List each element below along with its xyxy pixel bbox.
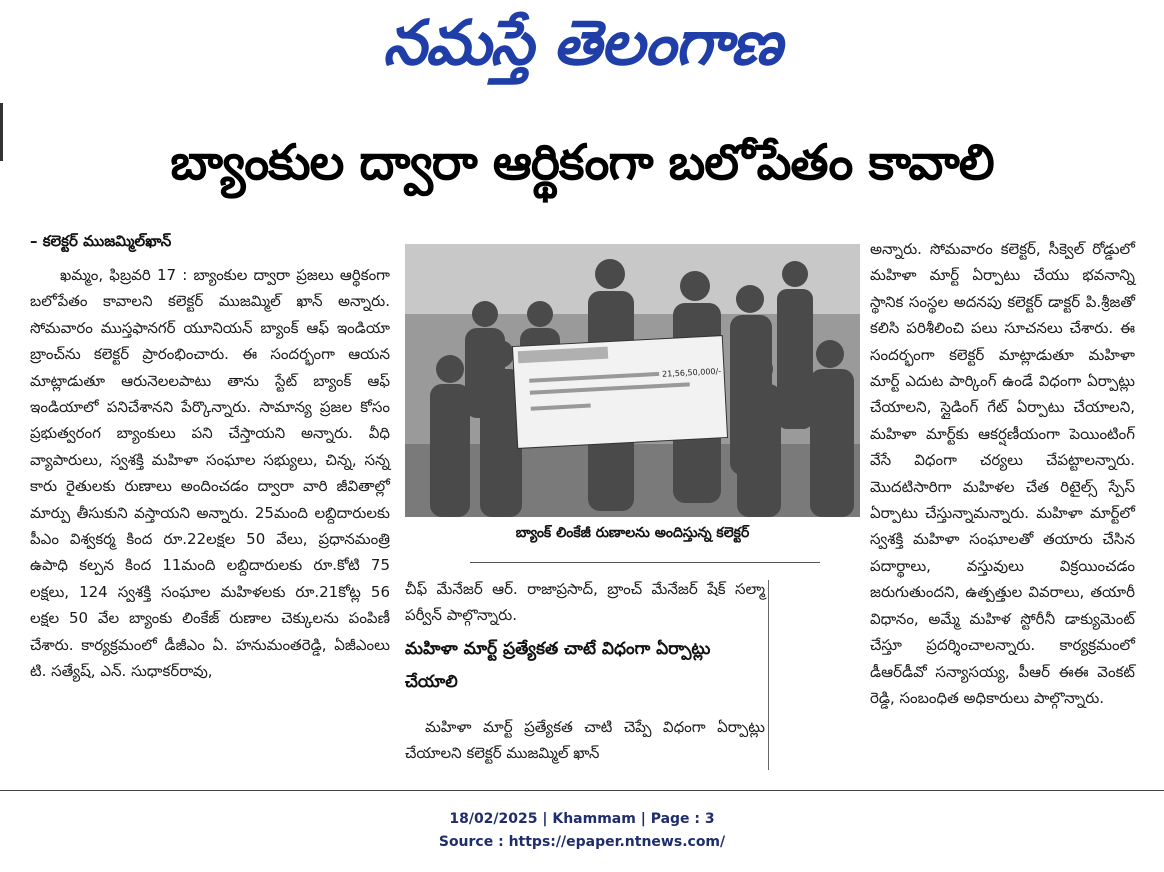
article-paragraph: ఖమ్మం, ఫిబ్రవరి 17 : బ్యాంకుల ద్వారా ప్రజలు ఆర్థికంగా బలోపేతం కావాలని కలెక్టర్ ముజమ్మిల్ ఖాన్ అన్నారు. సోమవారం ముస్తఫానగర్ యూనియన్ బ్యాంక్ ఆఫ్ ఇండియా బ్రాంచ్‌ను కలెక్టర్ ప్రారంభించారు. ఈ సందర్భంగా ఆయన మాట్లాడుతూ ఆరునెలలపాటు తాను స్టేట్ బ్యాంక్ ఆఫ్ ఇండియాలో పనిచేశానని పేర్కొన్నారు. సామాన్య ప్రజల కోసం ప్రభుత్వరంగ బ్యాంకులు పని చేస్తాయని అన్నారు. వీధి వ్యాపారులు, స్వశక్తి మహిళా సంఘాల సభ్యులు, చిన్న, సన్న కారు రైతులకు రుణాలు అందించడం ద్వారా వారి జీవితాల్లో మార్పు తీసుకుని వస్తాయని అన్నారు. 25మంది లబ్దిదారులకు పీఎం విశ్వకర్మ కింద రూ.22లక్షల 50 వేలు, ప్రధానమంత్రి ఉపాధి కల్పన కింద 11మంది లబ్దిదారులకు రూ.కోటి 75 లక్షలు, 124 స్వశక్తి సంఘాల మహిళలకు రూ.21కోట్ల 56 లక్షల 50 వేల బ్యాంకు లింకేజ్ రుణాల చెక్కులను పంపిణీ చేశారు. కార్యక్రమంలో డీజీఎం ఏ. హనుమంతరెడ్డి, ఏజీఎంలు టి. సత్యేష్, ఎన్. సుధాకర్‌రావు, xyxy=(30,266,390,681)
article-paragraph: అన్నారు. సోమవారం కలెక్టర్, సీక్వెల్ రోడ్డులో మహిళా మార్ట్ ఏర్పాటు చేయు భవనాన్ని స్థానిక సంస్థల అదనపు కలెక్టర్ డాక్టర్ పి.శ్రీజతో కలిసి పరిశీలించి పలు సూచనలు చేశారు. ఈ సందర్భంగా కలెక్టర్ మాట్లాడుతూ మహిళా మార్ట్ ఎదుట పార్కింగ్ ఉండే విధంగా ఏర్పాట్లు చేయాలని, స్లైడింగ్ గేట్ ఏర్పాటు చేయాలని, మహిళా మార్ట్‌కు ఆకర్షణీయంగా పెయింటింగ్ వేసే విధంగా చర్యలు చేపట్టాలన్నారు. మొదటిసారిగా మహిళల చేత రిటైల్స్ స్పేస్ ఏర్పాటు చేస్తున్నామన్నారు. మహిళా మార్ట్‌లో స్వశక్తి మహిళా సంఘాలతో తయారు చేసిన పదార్థాలు, వస్తువులు విక్రయించడం జరుగుతుందని, ఉత్పత్తుల వివరాలు, తయారీ విధానం, అమ్మే మహిళ స్టోరీనీ డాక్యుమెంట్ చేస్తూ ప్రదర్శించాలన్నారు. కార్యక్రమంలో డీఆర్‌డీవో సన్యాసయ్య, పీఆర్ ఈఈ వెంకట్ రెడ్డి, సంబంధిత అధికారులు పాల్గొన్నారు. xyxy=(870,240,1135,707)
masthead-logo: నమస్తే తెలంగాణ xyxy=(382,6,782,79)
article-paragraph: చీఫ్ మేనేజర్ ఆర్. రాజాప్రసాద్, బ్రాంచ్ మేనేజర్ షేక్ సల్మా పర్వీన్ పాల్గొన్నారు. xyxy=(405,580,765,625)
photo-illustration xyxy=(405,244,860,517)
footer-date-edition: 18/02/2025 | Khammam | Page : 3 xyxy=(449,811,715,827)
caption-divider xyxy=(470,562,820,563)
article-column-3 xyxy=(870,236,1135,711)
footer-source-link[interactable]: Source : https://epaper.ntnews.com/ xyxy=(438,834,726,850)
headline: బ్యాంకుల ద్వారా ఆర్థికంగా బలోపేతం కావాలి xyxy=(170,134,994,191)
column-divider xyxy=(768,580,769,770)
article-column-1 xyxy=(30,262,390,685)
article-paragraph: మహిళా మార్ట్ ప్రత్యేకత చాటి చెప్పే విధంగా ఏర్పాట్లు చేయాలని కలెక్టర్ ముజమ్మిల్ ఖాన్ xyxy=(405,718,765,763)
article-column-2b xyxy=(405,714,765,767)
photo-caption: బ్యాంక్ లింకేజీ రుణాలను అందిస్తున్న కలెక్టర్ xyxy=(515,525,750,541)
news-photo xyxy=(405,244,860,517)
byline: – కలెక్టర్ ముజమ్మిల్‌ఖాన్ xyxy=(30,232,172,250)
cheque-amount: 21,56,50,000/- xyxy=(661,366,722,379)
subheading: మహిళా మార్ట్ ప్రత్యేకత చాటే విధంగా ఏర్పాట్లు చేయాలి xyxy=(405,639,711,692)
article-column-2a xyxy=(405,576,765,629)
footer-divider xyxy=(0,790,1164,791)
